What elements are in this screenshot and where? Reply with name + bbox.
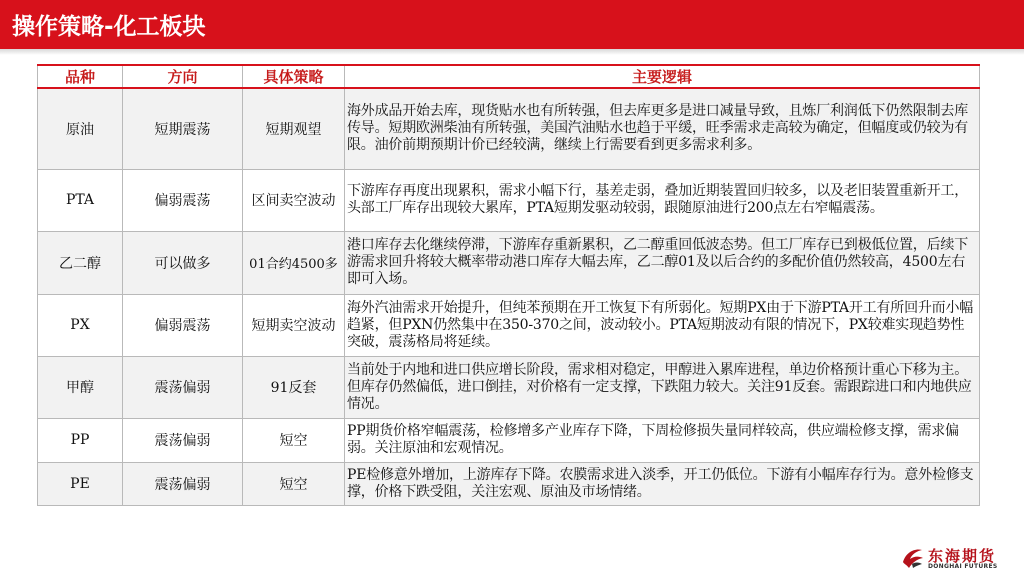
column-header-strategy: 具体策略 [243,65,345,88]
direction-cell: 偏弱震荡 [123,169,243,231]
header-shadow [0,49,1024,55]
header-bar [0,0,1024,49]
direction-cell: 短期震荡 [123,88,243,169]
direction-cell: 震荡偏弱 [123,418,243,462]
strategy-cell: 区间卖空波动 [243,169,345,231]
variety-cell: PP [38,418,123,462]
strategy-cell: 91反套 [243,356,345,418]
variety-cell: PE [38,462,123,505]
logic-cell: 港口库存去化继续停滞，下游库存重新累积，乙二醇重回低波态势。但工厂库存已到极低位置，后续下游需求回升将较大概率带动港口库存大幅去库，乙二醇01及以后合约的多配价值仍然较高，4500左右即可入场。 [345,231,980,294]
table-row [38,88,980,169]
table-row [38,231,980,294]
page-title: 操作策略-化工板块 [12,14,206,40]
direction-cell: 震荡偏弱 [123,462,243,505]
table-row [38,462,980,505]
company-logo [900,544,1020,572]
logic-cell: PE检修意外增加，上游库存下降。农膜需求进入淡季，开工仍低位。下游有小幅库存行为。意外检修支撑，价格下跌受阻，关注宏观、原油及市场情绪。 [345,462,980,505]
logo-text-en: DONGHAI FUTURES [928,563,998,570]
logic-cell: PP期货价格窄幅震荡，检修增多产业库存下降，下周检修损失量同样较高，供应端检修支撑，需求偏弱。关注原油和宏观情况。 [345,418,980,462]
logic-cell: 海外汽油需求开始提升，但纯苯预期在开工恢复下有所弱化。短期PX由于下游PTA开工有所回升而小幅趋紧，但PXN仍然集中在350-370之间，波动较小。PTA短期波动有限的情况下，PX较难实现趋势性突破，震荡格局将延续。 [345,294,980,356]
strategy-cell: 短空 [243,418,345,462]
table-header-row [38,65,980,88]
logo-text-cn: 东海期货 [928,547,997,565]
direction-cell: 偏弱震荡 [123,294,243,356]
strategy-cell: 01合约4500多 [243,231,345,294]
direction-cell: 震荡偏弱 [123,356,243,418]
table-row [38,356,980,418]
table-row [38,169,980,231]
strategy-cell: 短期观望 [243,88,345,169]
variety-cell: PX [38,294,123,356]
strategy-table [37,64,980,506]
variety-cell: 原油 [38,88,123,169]
variety-cell: 乙二醇 [38,231,123,294]
direction-cell: 可以做多 [123,231,243,294]
variety-cell: PTA [38,169,123,231]
table-row [38,294,980,356]
logic-cell: 海外成品开始去库，现货贴水也有所转强，但去库更多是进口减量导致，且炼厂利润低下仍然限制去库传导。短期欧洲柴油有所转强，美国汽油贴水也趋于平缓，旺季需求走高较为确定，但幅度或仍较为有限。油价前期预期计价已经较满，继续上行需要看到更多需求利多。 [345,88,980,169]
column-header-logic: 主要逻辑 [345,65,980,88]
donghai-logo-icon [900,544,926,570]
logic-cell: 当前处于内地和进口供应增长阶段，需求相对稳定，甲醇进入累库进程，单边价格预计重心下移为主。但库存仍然偏低，进口倒挂，对价格有一定支撑，下跌阻力较大。关注91反套。需跟踪进口和内地供应情况。 [345,356,980,418]
variety-cell: 甲醇 [38,356,123,418]
column-header-direction: 方向 [123,65,243,88]
strategy-cell: 短空 [243,462,345,505]
column-header-variety: 品种 [38,65,123,88]
logic-cell: 下游库存再度出现累积，需求小幅下行，基差走弱，叠加近期装置回归较多，以及老旧装置重新开工，头部工厂库存出现较大累库，PTA短期发驱动较弱，跟随原油进行200点左右窄幅震荡。 [345,169,980,231]
table-row [38,418,980,462]
strategy-cell: 短期卖空波动 [243,294,345,356]
